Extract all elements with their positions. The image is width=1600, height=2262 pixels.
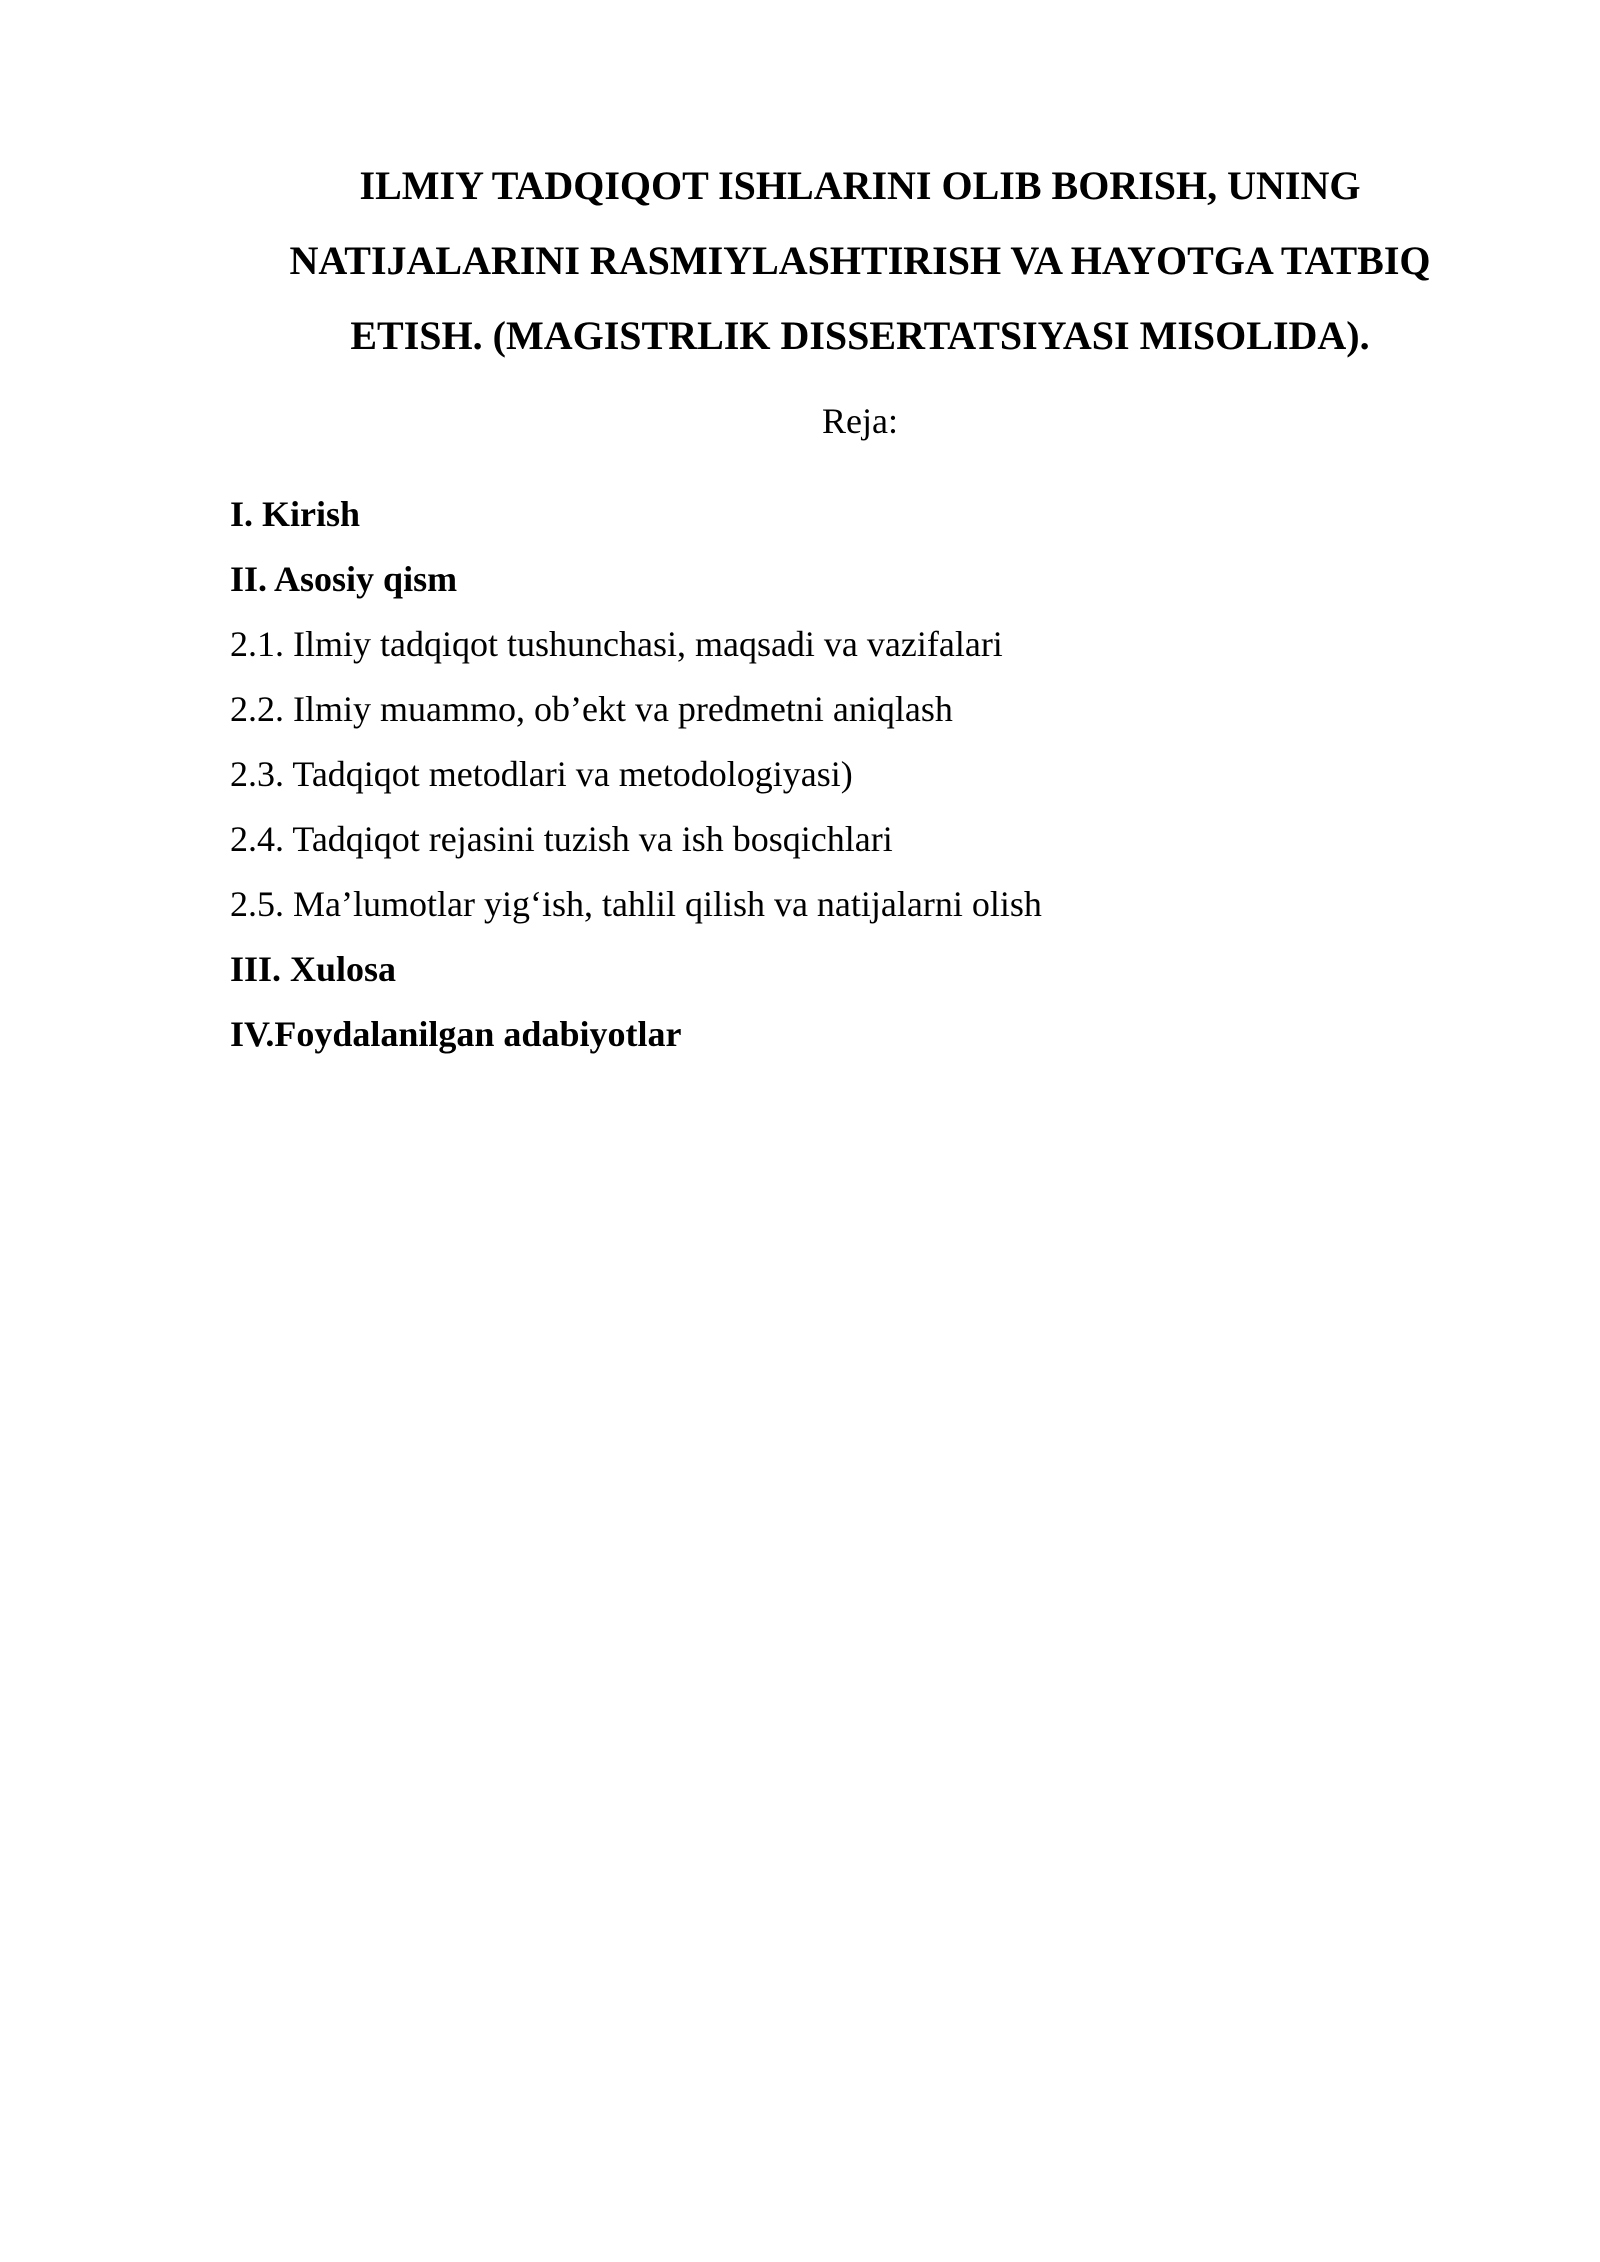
- outline-item-2-4: 2.4. Tadqiqot rejasini tuzish va ish bosqichlari: [230, 819, 893, 859]
- title-line-1: ILMIY TADQIQOT ISHLARINI OLIB BORISH, UNING: [359, 163, 1361, 208]
- outline-item-2-1: 2.1. Ilmiy tadqiqot tushunchasi, maqsadi va vazifalari: [230, 624, 1003, 664]
- outline-item-2-2: 2.2. Ilmiy muammo, ob’ekt va predmetni aniqlash: [230, 689, 953, 729]
- outline-item-main-part: II. Asosiy qism: [230, 559, 458, 599]
- outline-item-2-3: 2.3. Tadqiqot metodlari va metodologiyasi): [230, 754, 853, 794]
- title-line-3: ETISH. (MAGISTRLIK DISSERTATSIYASI MISOLIDA).: [350, 313, 1370, 358]
- outline-item-conclusion: III. Xulosa: [230, 949, 397, 989]
- outline-item-introduction: I. Kirish: [230, 494, 361, 534]
- document-title: [200, 148, 1520, 373]
- plan-label: Reja:: [822, 401, 898, 441]
- title-line-2: NATIJALARINI RASMIYLASHTIRISH VA HAYOTGA TATBIQ: [289, 238, 1431, 283]
- outline-item-references: IV.Foydalanilgan adabiyotlar: [230, 1014, 682, 1054]
- outline-list: [230, 482, 1430, 1067]
- outline-item-2-5: 2.5. Ma’lumotlar yig‘ish, tahlil qilish va natijalarni olish: [230, 884, 1042, 924]
